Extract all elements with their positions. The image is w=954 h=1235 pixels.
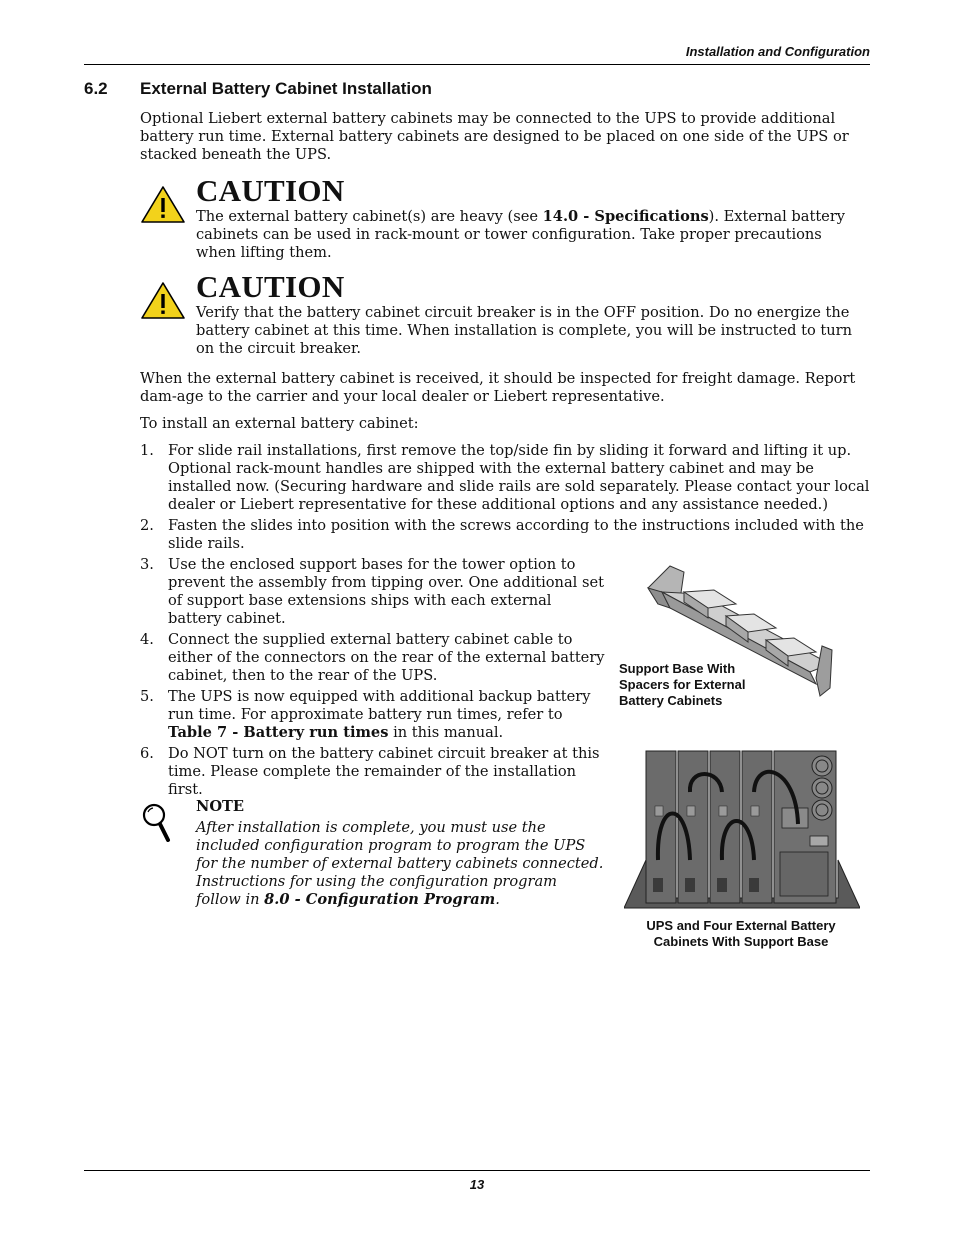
page-footer: [84, 1170, 870, 1192]
caution-title: CAUTION: [196, 173, 345, 208]
section-number: 6.2: [84, 79, 108, 98]
spec-reference-link[interactable]: 14.0 - Specifications: [542, 208, 709, 225]
warning-triangle-icon: [140, 184, 186, 224]
caution-title: CAUTION: [196, 269, 345, 304]
note-text: After installation is complete, you must use the included configuration program to program the UPS for the number of external battery cabinets connected. Instructions for using the configuration program follow in 8.0 - Configuration Program.: [196, 819, 604, 908]
intro-paragraph: Optional Liebert external battery cabinets may be connected to the UPS to provide additional battery run time. External battery cabinets are designed to be placed on one side of the UPS or stacked beneath the UPS.: [140, 110, 849, 163]
ups-cabinets-illustration: [624, 748, 860, 912]
config-reference-link[interactable]: 8.0 - Configuration Program: [264, 891, 496, 908]
page-header: [84, 36, 870, 65]
received-paragraph: When the external battery cabinet is received, it should be inspected for freight damage. Report dam-age to the carrier and your local dealer or Liebert representative.: [140, 370, 856, 405]
table-reference-link[interactable]: Table 7 - Battery run times: [168, 724, 389, 741]
install-intro: To install an external battery cabinet:: [140, 415, 419, 432]
warning-triangle-icon: [140, 280, 186, 320]
section-heading: [84, 79, 432, 99]
header-title: Installation and Configuration: [685, 44, 870, 59]
page-number: 13: [469, 1177, 485, 1192]
magnifier-icon: [140, 802, 172, 842]
ups-cabinets-caption: UPS and Four External Battery Cabinets With Support Base: [646, 918, 836, 949]
caution-text: Verify that the battery cabinet circuit breaker is in the OFF position. Do no energize the battery cabinet at this time. When installation is complete, you will be instructed to turn on the circuit breaker.: [196, 304, 853, 357]
support-base-caption: Support Base With Spacers for External Battery Cabinets: [619, 661, 746, 708]
caution-text: The external battery cabinet(s) are heavy (see 14.0 - Specifications). External battery cabinets can be used in rack-mount or tower configuration. Take proper precautions when lifting them.: [196, 208, 846, 261]
section-title: External Battery Cabinet Installation: [140, 79, 432, 98]
note-label: NOTE: [196, 798, 245, 815]
